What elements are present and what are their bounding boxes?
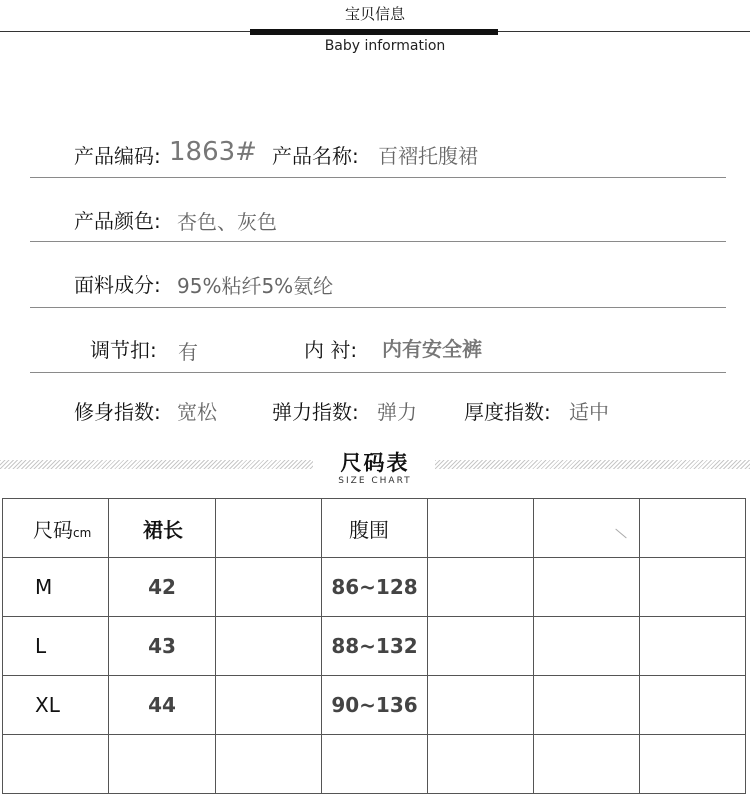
empty-cell [216, 735, 322, 794]
name-label: 产品名称: [272, 144, 359, 168]
empty-cell [322, 735, 428, 794]
empty-cell [534, 499, 640, 558]
empty-cell [216, 676, 322, 735]
empty-cell [216, 617, 322, 676]
empty-cell [216, 499, 322, 558]
divider [30, 372, 726, 373]
empty-cell [428, 676, 534, 735]
code-label: 产品编码: [74, 144, 161, 168]
stretch-value: 弹力 [377, 400, 417, 424]
header-subtitle: Baby information [324, 38, 446, 54]
thickness-value: 适中 [569, 400, 609, 424]
empty-cell [534, 617, 640, 676]
divider [30, 241, 726, 242]
empty-cell [534, 558, 640, 617]
table-row [3, 676, 746, 735]
waist-cell: 86~128 [322, 558, 428, 617]
empty-cell [534, 735, 640, 794]
empty-cell [640, 617, 746, 676]
empty-cell [428, 617, 534, 676]
name-value: 百褶托腹裙 [378, 144, 478, 168]
fabric-value: 95%粘纤5%氨纶 [177, 274, 334, 298]
table-header-row [3, 499, 746, 558]
table-row [3, 617, 746, 676]
stray-mark [615, 528, 626, 538]
length-cell: 43 [109, 617, 216, 676]
fit-label: 修身指数: [74, 400, 161, 424]
size-table [2, 498, 746, 794]
empty-cell [216, 558, 322, 617]
size-cell: M [3, 558, 109, 617]
header-cell-size [3, 499, 109, 558]
header-cell-length: 裙长 [109, 499, 216, 558]
waist-cell: 90~136 [322, 676, 428, 735]
header-unit-label: cm [73, 525, 92, 540]
header-size-label: 尺码 [33, 517, 73, 542]
fabric-label: 面料成分: [74, 273, 161, 297]
empty-cell [428, 558, 534, 617]
fit-value: 宽松 [177, 400, 217, 424]
empty-cell [109, 735, 216, 794]
color-label: 产品颜色: [74, 209, 161, 233]
empty-cell [428, 499, 534, 558]
size-chart-title: 尺码表 [340, 451, 410, 475]
length-cell: 44 [109, 676, 216, 735]
empty-cell [3, 735, 109, 794]
code-value: 1863# [169, 137, 257, 167]
color-value: 杏色、灰色 [177, 210, 277, 234]
waist-cell: 88~132 [322, 617, 428, 676]
empty-cell [640, 735, 746, 794]
table-row [3, 735, 746, 794]
empty-cell [534, 676, 640, 735]
divider [30, 307, 726, 308]
divider [30, 177, 726, 178]
empty-cell [640, 676, 746, 735]
lining-label: 内 衬: [304, 338, 358, 362]
size-cell: XL [3, 676, 109, 735]
empty-cell [428, 735, 534, 794]
buckle-value: 有 [178, 340, 198, 364]
empty-cell [640, 499, 746, 558]
thickness-label: 厚度指数: [464, 400, 551, 424]
stretch-label: 弹力指数: [272, 400, 359, 424]
length-cell: 42 [109, 558, 216, 617]
header-bar [250, 29, 498, 35]
buckle-label: 调节扣: [90, 338, 157, 362]
lining-value: 内有安全裤 [382, 337, 482, 361]
header-cell-waist: 腹围 [322, 499, 428, 558]
size-chart-subtitle: SIZE CHART [338, 476, 412, 486]
header-title: 宝贝信息 [344, 5, 405, 23]
empty-cell [640, 558, 746, 617]
table-row [3, 558, 746, 617]
size-cell: L [3, 617, 109, 676]
